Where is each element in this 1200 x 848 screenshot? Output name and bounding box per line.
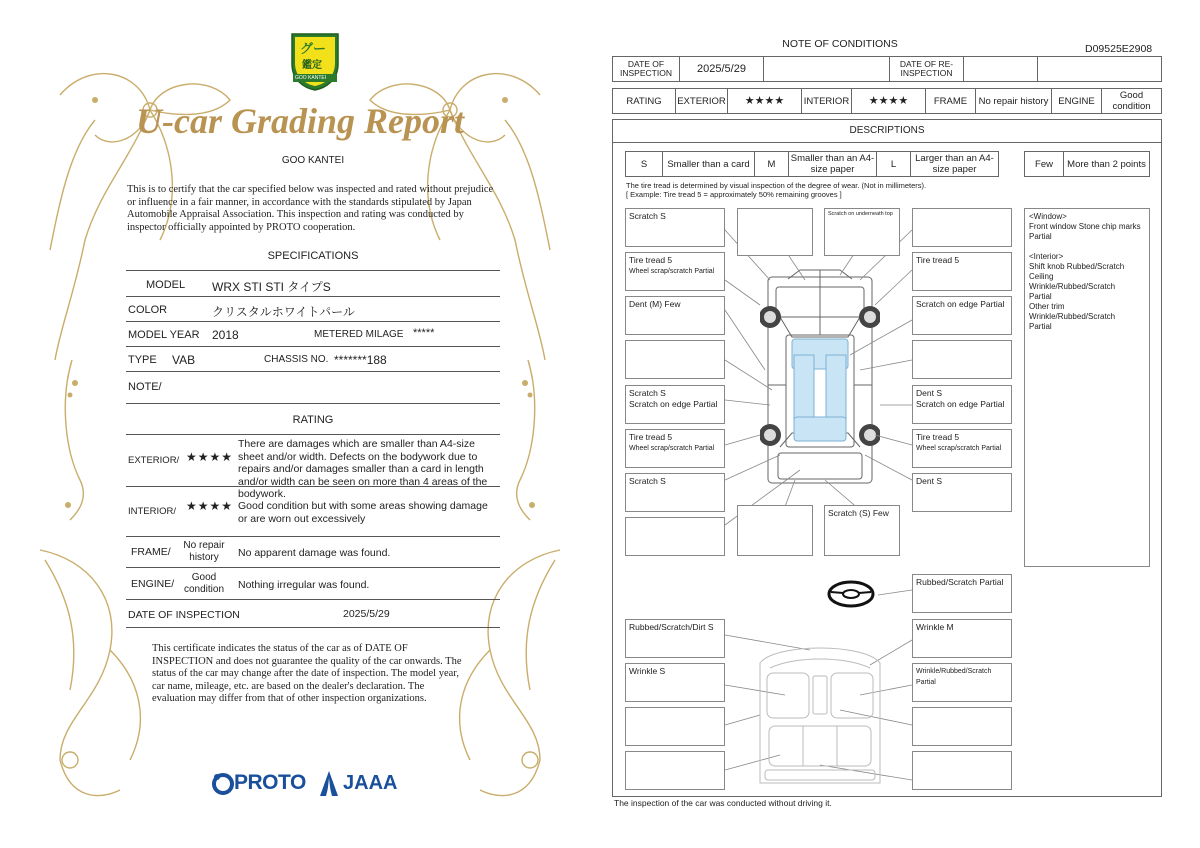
note-box-i4 [912,663,1012,702]
color-value: クリスタルホワイトパール [212,305,355,319]
engine-label: ENGINE [1051,89,1101,113]
model-label: MODEL [146,279,186,291]
note-b1: Scratch (S) Few [828,508,889,518]
interior-label: INTERIOR [801,89,851,113]
exterior-label: EXTERIOR/ [128,455,180,466]
exterior-label: EXTERIOR [675,89,727,113]
note-box-r7 [912,473,1012,512]
conditions-footer: The inspection of the car was conducted without driving it. [614,798,832,808]
engine-label: ENGINE/ [131,578,175,590]
exterior-row [126,434,500,500]
note-box-i2 [912,619,1012,658]
engine-value: Good condition [1101,89,1161,113]
window-heading: <Window> [1029,212,1067,221]
window-note: Front window Stone chip marks Partial [1029,222,1141,241]
note-box-steer [912,574,1012,613]
note-label: NOTE/ [128,381,162,393]
note-l5a: Scratch S [629,388,666,398]
note-box-r1 [912,208,1012,247]
document-id: D09525E2908 [1085,43,1153,55]
note-box-b1 [824,505,900,556]
interior-stars: ★★★★ [851,89,925,113]
model-year-value: 2018 [212,328,239,342]
model-year-row [126,322,500,347]
note-r5a: Dent S [916,388,942,398]
interior-heading: <Interior> [1029,252,1064,261]
note-r7: Dent S [916,476,942,486]
color-label: COLOR [128,304,168,316]
note-box-i8 [912,751,1012,790]
note-l6b: Wheel scrap/scratch Partial [629,445,715,452]
note-box-r2 [912,252,1012,291]
date-value: 2025/5/29 [679,57,763,81]
note-r5b: Scratch on edge Partial [916,399,1005,409]
note-l1: Scratch S [629,211,666,221]
proto-logo-icon [212,772,234,796]
note-box-l3 [625,296,725,335]
frame-value: No repair history [975,89,1051,113]
report-title: U-car Grading Report [135,101,464,141]
interior-label: INTERIOR/ [128,506,177,517]
note-l7: Scratch S [629,476,666,486]
frame-label: FRAME [925,89,975,113]
descriptions-heading: DESCRIPTIONS [612,119,1162,143]
legend-few-desc: More than 2 points [1063,152,1149,176]
note-box-t2 [824,208,900,256]
model-year-label: MODEL YEAR [128,329,200,341]
legend-l: L [876,152,910,176]
date-label: DATE OF INSPECTION [620,58,672,78]
model-value: WRX STI STI タイプS [212,280,331,294]
note-of-conditions [600,0,1200,848]
note-l6a: Tire tread 5 [629,432,673,442]
note-box-r5 [912,385,1012,424]
inspection-date-row [126,600,500,628]
chassis-value: *******188 [334,353,387,367]
exterior-stars: ★★★★ [727,89,801,113]
tire-note-2: [ Example: Tire tread 5 = approximately 50% remaining grooves ] [626,190,842,199]
note-row [126,372,500,404]
inspection-date-label: DATE OF INSPECTION [128,609,240,621]
note-box-i7 [625,751,725,790]
interior-note-7: Partial [1029,322,1052,331]
legend-s-desc: Smaller than a card [662,152,754,176]
note-box-l1 [625,208,725,247]
badge-line1: グー [300,41,327,56]
note-top-small: Scratch on underneath top [828,211,893,217]
note-steering: Rubbed/Scratch Partial [916,577,1004,587]
tire-note-1: The tire tread is determined by visual inspection of the degree of wear. (Not in millimeters). [626,181,927,190]
report-subtitle: GOO KANTEI [281,155,345,166]
frame-description: No apparent damage was found. [238,547,391,559]
color-row [126,297,500,322]
note-l2b: Wheel scrap/scratch Partial [629,268,715,275]
note-r6b: Wheel scrap/scratch Partial [916,445,1002,452]
note-r6a: Tire tread 5 [916,432,960,442]
legend-m-desc: Smaller than an A4-size paper [788,152,876,176]
note-r3: Scratch on edge Partial [916,299,1005,309]
rating-label: RATING [626,95,662,107]
proto-logo-text: PROTO [234,771,306,794]
note-box-l5 [625,385,725,424]
note-l5b: Scratch on edge Partial [629,399,718,409]
mileage-value: ***** [413,327,435,339]
mileage-label: METERED MILAGE [314,329,404,340]
note-box-l2 [625,252,725,291]
conditions-title: NOTE OF CONDITIONS [782,38,898,50]
car-interior-diagram [755,638,885,788]
note-box-b0 [737,505,813,556]
legend-few: Few [1035,158,1053,170]
exterior-stars: ★★★★ [186,450,234,464]
engine-row [126,568,500,600]
exterior-description: There are damages which are smaller than A4-size sheet and/or width. Defects on the bodywork due to repairs and/or damages smaller than a card in length and/or width can be seen on more than 4 areas of the bodywork. [238,438,488,500]
legend-l-desc: Larger than an A4-size paper [910,152,998,176]
note-box-l7 [625,473,725,512]
specifications-heading: SPECIFICATIONS [267,250,359,262]
note-box-r6 [912,429,1012,468]
engine-value: Good condition [183,572,225,595]
model-row [126,270,500,297]
note-l2a: Tire tread 5 [629,255,673,265]
interior-note-6: Wrinkle/Rubbed/Scratch [1029,312,1116,321]
type-label: TYPE [128,354,157,366]
note-box-i1 [625,619,725,658]
note-box-r4 [912,340,1012,379]
interior-note-3: Wrinkle/Rubbed/Scratch [1029,282,1116,291]
interior-note-5: Other trim [1029,302,1065,311]
legend-s: S [640,158,648,170]
type-row [126,347,500,372]
note-box-l6 [625,429,725,468]
frame-value: No repair history [183,540,225,563]
note-r1: Tire tread 5 [916,255,960,265]
interior-description: Good condition but with some areas showing damage or are worn out excessively [238,500,488,525]
rating-heading: RATING [292,414,334,426]
reinspection-label: DATE OF RE-INSPECTION [889,57,963,81]
jaaa-logo-icon [318,770,340,798]
note-i1: Rubbed/Scratch/Dirt S [629,622,714,632]
jaaa-logo-text: JAAA [343,772,398,794]
legend-m: M [754,152,788,176]
inspection-date-value: 2025/5/29 [343,608,390,620]
engine-description: Nothing irregular was found. [238,579,370,591]
note-i3: Wrinkle S [629,666,666,676]
note-i2: Wrinkle M [916,622,954,632]
certification-text: This is to certify that the car specified below was inspected and rated without prejudice or influence in a fair manner, in accordance with the standards stipulated by Japan Automobile Appraisal Association. This inspection and rating was conducted by inspector officially appointed by PROTO cooperation. [127,184,494,233]
note-box-l4 [625,340,725,379]
disclaimer-text: This certificate indicates the status of the car as of DATE OF INSPECTION and does not guarantee the quality of the car onwards. The status of the car may change after the date of inspection. The model year, car name, mileage, etc. are based on the dealer's declaration. The evaluation may differ from that of other inspection organizations. [152,643,462,704]
frame-label: FRAME/ [131,546,171,558]
interior-note-1: Shift knob Rubbed/Scratch [1029,262,1125,271]
note-box-r3 [912,296,1012,335]
interior-note-4: Partial [1029,292,1052,301]
steering-wheel-icon [826,578,876,610]
interior-row [126,487,500,537]
note-box-i5 [625,707,725,746]
badge-name: GOO KANTEI [295,75,327,81]
note-box-i3 [625,663,725,702]
type-value: VAB [172,353,196,367]
note-l3: Dent (M) Few [629,299,681,309]
badge-line2: 鑑定 [302,60,322,71]
note-box-t1 [737,208,813,256]
note-box-i6 [912,707,1012,746]
interior-stars: ★★★★ [186,499,234,513]
chassis-label: CHASSIS NO. [264,354,329,365]
note-i4: Wrinkle/Rubbed/Scratch Partial [916,668,992,686]
frame-row [126,537,500,568]
interior-note-2: Ceiling [1029,272,1054,281]
note-box-l8 [625,517,725,556]
